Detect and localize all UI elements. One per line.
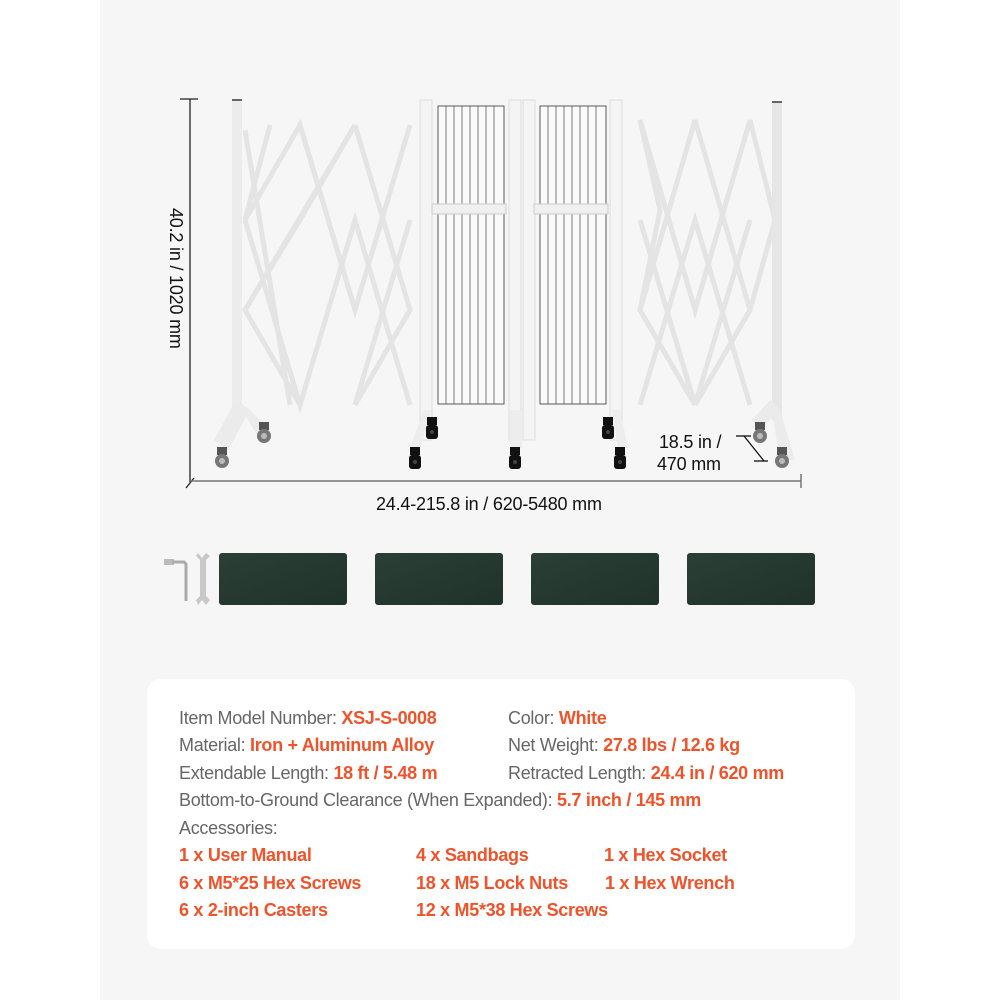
hex-wrench-icon bbox=[194, 550, 214, 610]
width-dimension-label: 24.4-215.8 in / 620-5480 mm bbox=[376, 494, 602, 514]
sandbag-image bbox=[219, 553, 347, 605]
spec-extendable-length: Extendable Length: 18 ft / 5.48 m bbox=[179, 763, 438, 783]
spec-retracted-length: Retracted Length: 24.4 in / 620 mm bbox=[508, 763, 784, 783]
sandbag-image bbox=[531, 553, 659, 605]
accessory-item: 6 x M5*25 Hex Screws bbox=[179, 873, 362, 893]
accessory-item: 6 x 2-inch Casters bbox=[179, 900, 328, 920]
base-depth-label-line1: 18.5 in / bbox=[659, 432, 722, 452]
accessory-item: 4 x Sandbags bbox=[416, 845, 529, 865]
sandbag-image bbox=[687, 553, 815, 605]
accessory-item: 1 x Hex Wrench bbox=[605, 873, 735, 893]
height-dimension-label: 40.2 in / 1020 mm bbox=[166, 208, 186, 349]
accessories-heading: Accessories: bbox=[179, 818, 278, 838]
spec-model: Item Model Number: XSJ-S-0008 bbox=[179, 708, 437, 728]
accessory-item: 1 x User Manual bbox=[179, 845, 312, 865]
spec-color: Color: White bbox=[508, 708, 607, 728]
base-depth-label-line2: 470 mm bbox=[657, 454, 721, 474]
accessory-item: 1 x Hex Socket bbox=[604, 845, 727, 865]
spec-weight: Net Weight: 27.8 lbs / 12.6 kg bbox=[508, 735, 740, 755]
spec-material: Material: Iron + Aluminum Alloy bbox=[179, 735, 434, 755]
accessory-item: 18 x M5 Lock Nuts bbox=[416, 873, 568, 893]
spec-clearance: Bottom-to-Ground Clearance (When Expanded): 5.7 inch / 145 mm bbox=[179, 790, 701, 810]
sandbag-image bbox=[375, 553, 503, 605]
accessory-item: 12 x M5*38 Hex Screws bbox=[416, 900, 608, 920]
